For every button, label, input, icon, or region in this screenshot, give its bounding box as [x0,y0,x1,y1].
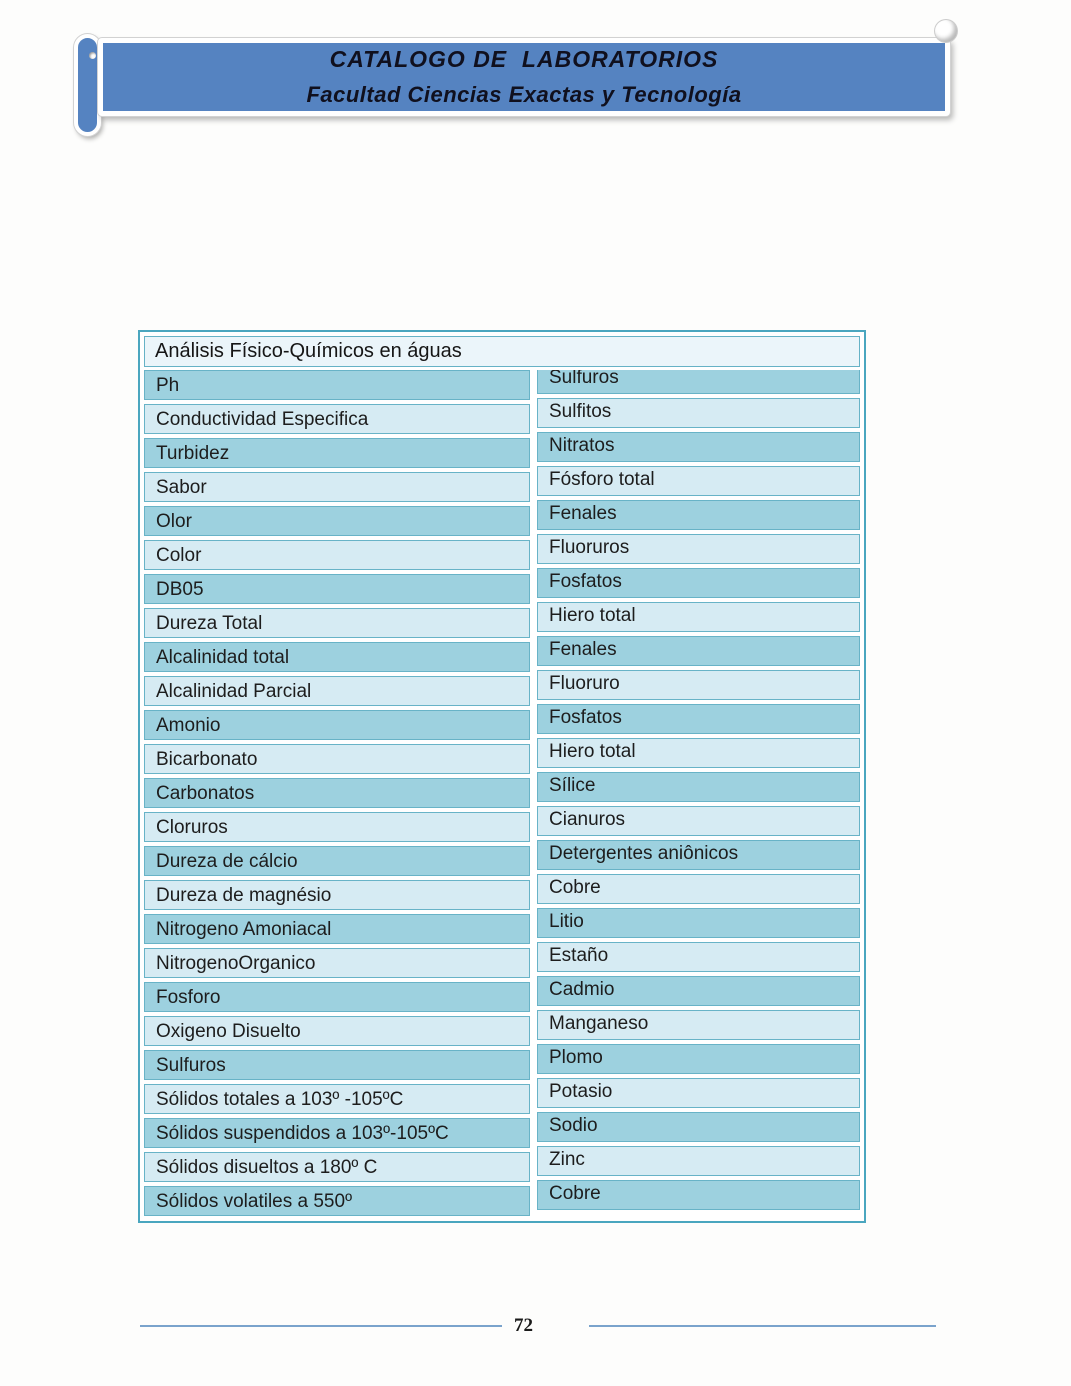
table-row: Litio [537,908,860,938]
page-number: 72 [514,1315,533,1336]
table-row: Cobre [537,874,860,904]
table-title: Análisis Físico-Químicos en águas [144,336,860,367]
table-row: Sólidos suspendidos a 103º-105ºC [144,1118,530,1148]
table-row: Sulfuros [537,370,860,394]
table-row: Ph [144,370,530,400]
table-row: Sólidos disueltos a 180º C [144,1152,530,1182]
table-row: Fluoruro [537,670,860,700]
table-row: Hiero total [537,738,860,768]
table-row: Dureza de cálcio [144,846,530,876]
footer-rule-right [589,1325,936,1327]
footer-rule-left [140,1325,502,1327]
table-row: DB05 [144,574,530,604]
table-row: Alcalinidad total [144,642,530,672]
table-row: Cianuros [537,806,860,836]
table-row: Manganeso [537,1010,860,1040]
table-row: Oxigeno Disuelto [144,1016,530,1046]
table-row: Hiero total [537,602,860,632]
table-row: Sodio [537,1112,860,1142]
table-row: Color [144,540,530,570]
table-row: Amonio [144,710,530,740]
table-row: Fenales [537,636,860,666]
table-row: Sulfuros [144,1050,530,1080]
table-row: NitrogenoOrganico [144,948,530,978]
page-footer [140,1314,936,1338]
table-row: Turbidez [144,438,530,468]
table-row: Cobre [537,1180,860,1210]
table-row: Cloruros [144,812,530,842]
banner-subtitle: Facultad Ciencias Exactas y Tecnología [306,82,742,107]
table-row: Estaño [537,942,860,972]
table-row: Detergentes aniônicos [537,840,860,870]
table-column-right [537,370,860,1216]
banner-title: CATALOGO DE LABORATORIOS [329,46,719,72]
table-row: Fósforo total [537,466,860,496]
table-row: Fosfatos [537,568,860,598]
table-row: Fenales [537,500,860,530]
table-row: Nitratos [537,432,860,462]
table-row: Fosforo [144,982,530,1012]
table-row: Sílice [537,772,860,802]
table-row: Sólidos totales a 103º -105ºC [144,1084,530,1114]
table-row: Alcalinidad Parcial [144,676,530,706]
table-column-left [144,370,530,1216]
header-banner [70,24,965,136]
table-row: Zinc [537,1146,860,1176]
table-row: Plomo [537,1044,860,1074]
analysis-table [138,330,866,1223]
table-row: Sabor [144,472,530,502]
table-row: Fluoruros [537,534,860,564]
table-row: Dureza de magnésio [144,880,530,910]
table-row: Potasio [537,1078,860,1108]
scroll-left-curl [74,34,101,136]
scroll-curl-notch-icon [89,52,96,59]
table-row: Dureza Total [144,608,530,638]
table-row: Sulfitos [537,398,860,428]
table-row: Bicarbonato [144,744,530,774]
table-row: Olor [144,506,530,536]
table-row: Cadmio [537,976,860,1006]
table-row: Carbonatos [144,778,530,808]
banner-text [98,38,950,116]
table-body [144,370,860,1216]
table-row: Fosfatos [537,704,860,734]
table-row: Conductividad Especifica [144,404,530,434]
table-row: Nitrogeno Amoniacal [144,914,530,944]
table-row: Sólidos volatiles a 550º [144,1186,530,1216]
